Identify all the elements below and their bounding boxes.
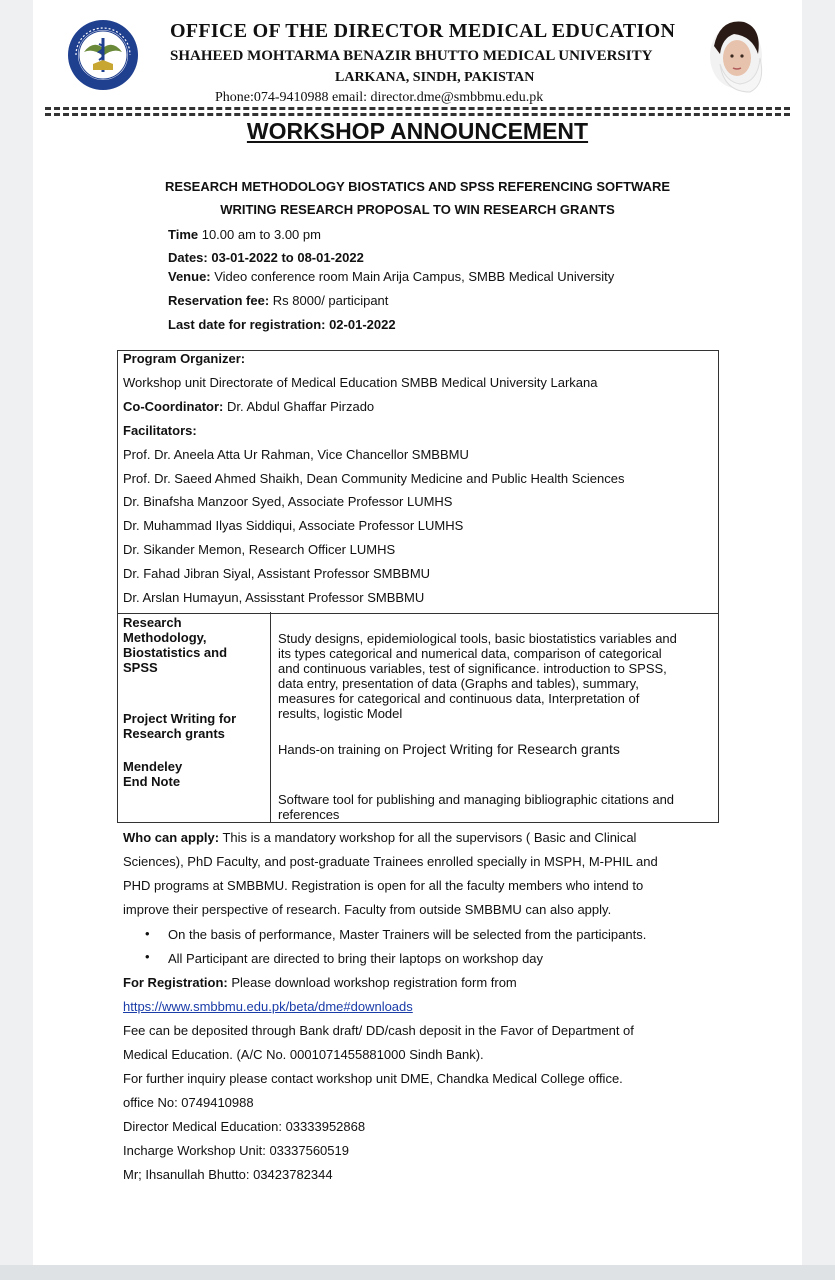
page-title: WORKSHOP ANNOUNCEMENT <box>246 118 589 144</box>
inquiry-line: For further inquiry please contact workshop unit DME, Chandka Medical College office. <box>123 1071 623 1086</box>
contact-line: Phone:074-9410988 email: director.dme@smbbmu.edu.pk <box>215 90 544 105</box>
bullet-icon: • <box>145 949 150 964</box>
deadline-line: Last date for registration: 02-01-2022 <box>168 317 396 332</box>
organizer-heading: Program Organizer: <box>123 351 246 366</box>
registration-line: For Registration: Please download workshop registration form from <box>123 975 517 990</box>
dates-line: Dates: 03-01-2022 to 08-01-2022 <box>168 250 364 265</box>
fee-deposit-line: Fee can be deposited through Bank draft/ DD/cash deposit in the Favor of Department of <box>123 1023 634 1038</box>
university-name: SHAHEED MOHTARMA BENAZIR BHUTTO MEDICAL UNIVERSITY <box>170 48 653 64</box>
office-heading: OFFICE OF THE DIRECTOR MEDICAL EDUCATION <box>170 20 676 42</box>
co-coordinator: Co-Coordinator: Dr. Abdul Ghaffar Pirzado <box>123 399 375 414</box>
module-desc-project-writing: Hands-on training on Project Writing for Research grants <box>278 741 620 757</box>
module-name-project-writing: Project Writing for Research grants <box>123 711 237 741</box>
facilitator-item: Prof. Dr. Aneela Atta Ur Rahman, Vice Chancellor SMBBMU <box>123 447 469 462</box>
eligibility-line: Sciences), PhD Faculty, and post-graduate Trainees enrolled specially in MSPH, M-PHIL and <box>123 854 658 869</box>
contact-item: Mr; Ihsanullah Bhutto: 03423782344 <box>123 1167 333 1182</box>
module-name-mendeley: Mendeley End Note <box>123 759 183 789</box>
table-divider <box>270 612 271 823</box>
university-location: LARKANA, SINDH, PAKISTAN <box>335 70 535 85</box>
bullet-icon: • <box>145 926 150 941</box>
facilitator-item: Dr. Binafsha Manzoor Syed, Associate Professor LUMHS <box>123 494 453 509</box>
facilitators-heading: Facilitators: <box>123 423 197 438</box>
portrait-photo <box>700 14 770 96</box>
eligibility-line: PHD programs at SMBBMU. Registration is open for all the faculty members who intend to <box>123 878 644 893</box>
fee-deposit-line: Medical Education. (A/C No. 0001071455881000 Sindh Bank). <box>123 1047 484 1062</box>
facilitator-item: Prof. Dr. Saeed Ahmed Shaikh, Dean Community Medicine and Public Health Sciences <box>123 471 625 486</box>
header-divider <box>45 113 790 116</box>
subtitle-line-2: WRITING RESEARCH PROPOSAL TO WIN RESEARCH GRANTS <box>220 202 615 217</box>
contact-item: Incharge Workshop Unit: 03337560519 <box>123 1143 349 1158</box>
module-name-research: Research Methodology, Biostatistics and SPSS <box>123 615 228 675</box>
header-divider <box>45 107 790 110</box>
module-desc-mendeley: Software tool for publishing and managing bibliographic citations and references <box>278 792 675 822</box>
venue-line: Venue: Video conference room Main Arija Campus, SMBB Medical University <box>168 269 615 284</box>
eligibility-line: improve their perspective of research. Faculty from outside SMBBMU can also apply. <box>123 902 612 917</box>
downloads-link[interactable]: https://www.smbbmu.edu.pk/beta/dme#downloads <box>123 999 413 1014</box>
facilitator-item: Dr. Sikander Memon, Research Officer LUMHS <box>123 542 396 557</box>
facilitator-item: Dr. Fahad Jibran Siyal, Assistant Professor SMBBMU <box>123 566 431 581</box>
subtitle-line-1: RESEARCH METHODOLOGY BIOSTATICS AND SPSS REFERENCING SOFTWARE <box>164 179 671 194</box>
contact-item: Director Medical Education: 03333952868 <box>123 1119 366 1134</box>
organizer-unit: Workshop unit Directorate of Medical Education SMBB Medical University Larkana <box>123 375 598 390</box>
bottom-shade <box>0 1265 835 1280</box>
facilitator-item: Dr. Muhammad Ilyas Siddiqui, Associate Professor LUMHS <box>123 518 464 533</box>
bullet-item: All Participant are directed to bring their laptops on workshop day <box>168 951 544 966</box>
bullet-item: On the basis of performance, Master Trainers will be selected from the participants. <box>168 927 647 942</box>
eligibility-line: Who can apply: This is a mandatory workshop for all the supervisors ( Basic and Clinical <box>123 830 637 845</box>
fee-line: Reservation fee: Rs 8000/ participant <box>168 293 389 308</box>
module-desc-research: Study designs, epidemiological tools, basic biostatistics variables and its types categorical and numerical data, comparison of categorical and continuous variables, test of significance. introduction to SPSS, data entry, presentation of data (Graphs and tables), summary, measures for categorical and continuous data, Interpretation of results, logistic Model <box>278 631 677 721</box>
facilitator-item: Dr. Arslan Humayun, Assisstant Professor SMBBMU <box>123 590 425 605</box>
contact-item: office No: 0749410988 <box>123 1095 254 1110</box>
time-line: Time 10.00 am to 3.00 pm <box>168 227 321 242</box>
university-logo <box>66 18 140 92</box>
